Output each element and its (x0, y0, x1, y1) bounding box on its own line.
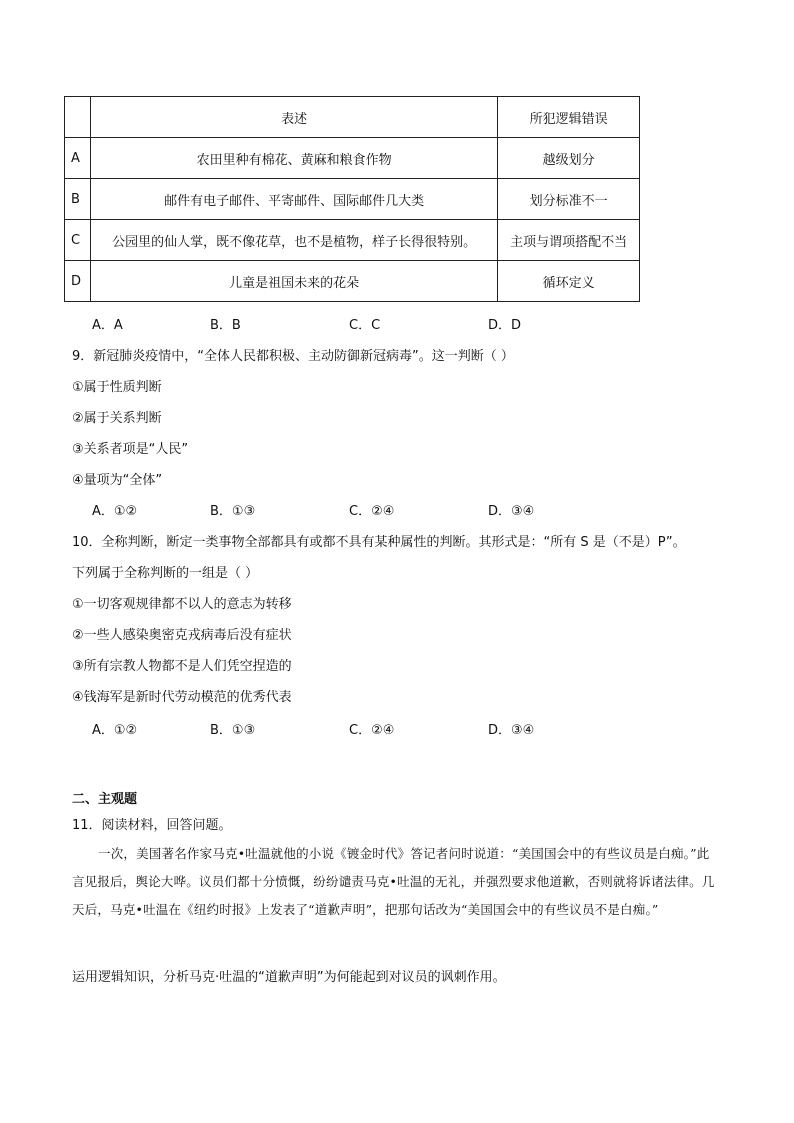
table-row (65, 220, 640, 261)
option-b[interactable]: B．B (210, 318, 241, 333)
question-9-item: ①属于性质判断 (72, 380, 162, 395)
row-error: 划分标准不一 (498, 179, 640, 220)
row-error: 主项与谓项搭配不当 (498, 220, 640, 261)
option-a[interactable]: A．①② (92, 723, 138, 738)
row-key: D (65, 261, 91, 302)
row-statement: 儿童是祖国未来的花朵 (90, 261, 497, 302)
option-a[interactable]: A．A (92, 318, 123, 333)
row-statement: 公园里的仙人掌，既不像花草，也不是植物，样子长得很特别。 (90, 220, 497, 261)
question-10-item: ②一些人感染奥密克戎病毒后没有症状 (72, 628, 292, 643)
question-11-stem: 11．阅读材料，回答问题。 (72, 818, 232, 833)
question-9-item: ③关系者项是“人民” (72, 442, 189, 457)
row-key: A (65, 138, 91, 179)
option-c[interactable]: C．C (349, 318, 381, 333)
table-row (65, 261, 640, 302)
question-10-item: ①一切客观规律都不以人的意志为转移 (72, 597, 292, 612)
table-header-cell: 所犯逻辑错误 (498, 97, 640, 138)
row-error: 越级划分 (498, 138, 640, 179)
section-heading: 二、主观题 (72, 792, 138, 807)
row-statement: 农田里种有棉花、黄麻和粮食作物 (90, 138, 497, 179)
row-error: 循环定义 (498, 261, 640, 302)
option-d[interactable]: D．③④ (488, 504, 535, 519)
option-a[interactable]: A．①② (92, 504, 138, 519)
question-11-prompt: 运用逻辑知识，分析马克·吐温的“道歉声明”为何能起到对议员的讽刺作用。 (72, 970, 506, 985)
table-header-cell (65, 97, 91, 138)
table-header-cell: 表述 (90, 97, 497, 138)
option-b[interactable]: B．①③ (210, 504, 256, 519)
question-10-stem-line2: 下列属于全称判断的一组是（ ） (72, 566, 259, 581)
question-10-item: ③所有宗教人物都不是人们凭空捏造的 (72, 659, 292, 674)
table-header-row (65, 97, 640, 138)
question-9-item: ②属于关系判断 (72, 411, 162, 426)
option-d[interactable]: D．D (488, 318, 522, 333)
option-c[interactable]: C．②④ (349, 504, 395, 519)
table-row (65, 138, 640, 179)
table-row (65, 179, 640, 220)
row-key: C (65, 220, 91, 261)
question-9-stem: 9．新冠肺炎疫情中，“全体人民都积极、主动防御新冠病毒”。这一判断（ ） (72, 349, 514, 364)
question-11-material: 一次，美国著名作家马克•吐温就他的小说《镀金时代》答记者问时说道：“美国国会中的有些议员是白痴。”此言见报后，舆论大哗。议员们都十分愤慨，纷纷谴责马克•吐温的无礼，并强烈要求他道歉，否则就将诉诸法律。几天后，马克•吐温在《纽约时报》上发表了“道歉声明”，把那句话改为“美国国会中的有些议员不是白痴。” (72, 846, 715, 917)
question-10-stem: 10．全称判断，断定一类事物全部都具有或都不具有某种属性的判断。其形式是：“所有 S 是（不是）P”。 (72, 535, 686, 550)
option-d[interactable]: D．③④ (488, 723, 535, 738)
question-9-item: ④量项为“全体” (72, 473, 163, 488)
option-c[interactable]: C．②④ (349, 723, 395, 738)
row-statement: 邮件有电子邮件、平寄邮件、国际邮件几大类 (90, 179, 497, 220)
question-10-item: ④钱海军是新时代劳动模范的优秀代表 (72, 690, 292, 705)
option-b[interactable]: B．①③ (210, 723, 256, 738)
question-8-table (64, 96, 640, 302)
row-key: B (65, 179, 91, 220)
